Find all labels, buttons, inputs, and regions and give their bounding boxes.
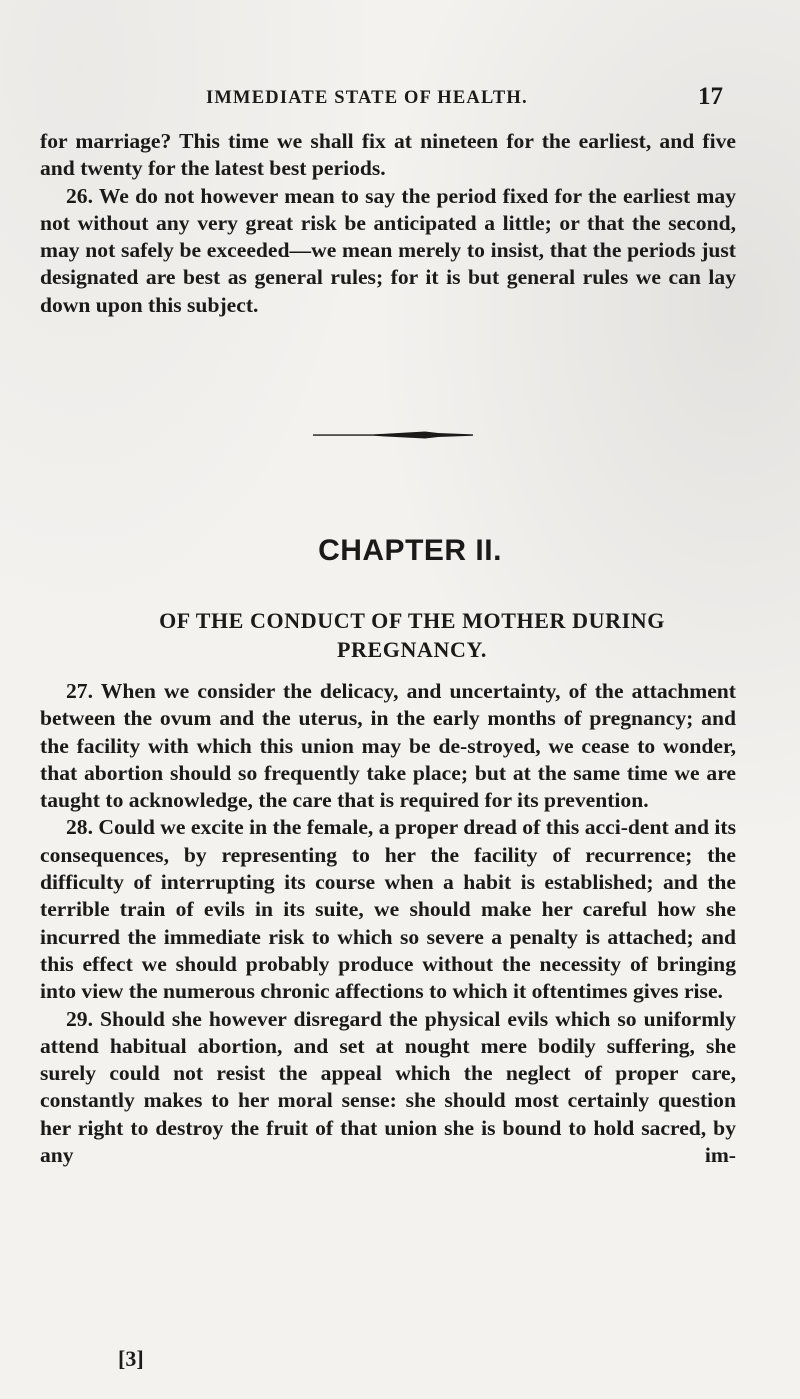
paragraph-28: 28. Could we excite in the female, a proper dread of this acci-dent and its consequences, by representing to her the facility of recurrence; the difficulty of interrupting its course when a habit is established; and the terrible train of evils in its suite, we should make her careful how she incurred the immediate risk to which so severe a penalty is attached; and this effect we should probably produce without the necessity of bringing into view the numerous chronic affections to which it oftentimes gives rise. <box>40 815 736 1004</box>
chapter-heading <box>0 606 800 664</box>
chapter-heading-line-1: OF THE CONDUCT OF THE MOTHER DURING <box>159 608 665 633</box>
running-head: IMMEDIATE STATE OF HEALTH. <box>206 88 528 108</box>
paragraph-27: 27. When we consider the delicacy, and uncertainty, of the attachment between the ovum and the uterus, in the early months of pregnancy; and the facility with which this union may be de-stroyed, we cease to wonder, that abortion should so frequently take place; but at the same time we are taught to acknowledge, the care that is required for its prevention. <box>40 679 736 813</box>
ornamental-rule <box>313 431 473 439</box>
signature-mark: [3] <box>118 1346 144 1371</box>
chapter-heading-line-2: PREGNANCY. <box>336 637 488 662</box>
paragraph-continued: for marriage? This time we shall fix at nineteen for the earliest, and five and twenty for the latest best periods. <box>40 129 736 181</box>
page-number: 17 <box>698 83 723 110</box>
chapter-title: CHAPTER II. <box>318 534 502 567</box>
paragraph-26: 26. We do not however mean to say the period fixed for the earliest may not without any very great risk be anticipated a little; or that the second, may not safely be exceeded—we mean merely to insist, that the periods just designated are best as general rules; for it is but general rules we can lay down upon this subject. <box>40 183 736 317</box>
text-block-top <box>40 128 736 319</box>
text-block-bottom <box>40 678 736 1169</box>
paragraph-29: 29. Should she however disregard the physical evils which so uniformly attend habitual abortion, and set at nought mere bodily suffering, she surely could not resist the appeal which the neglect of proper care, constantly makes to her moral sense: she should most certainly question her right to destroy the fruit of that union she is bound to hold sacred, by any im- <box>40 1006 736 1168</box>
